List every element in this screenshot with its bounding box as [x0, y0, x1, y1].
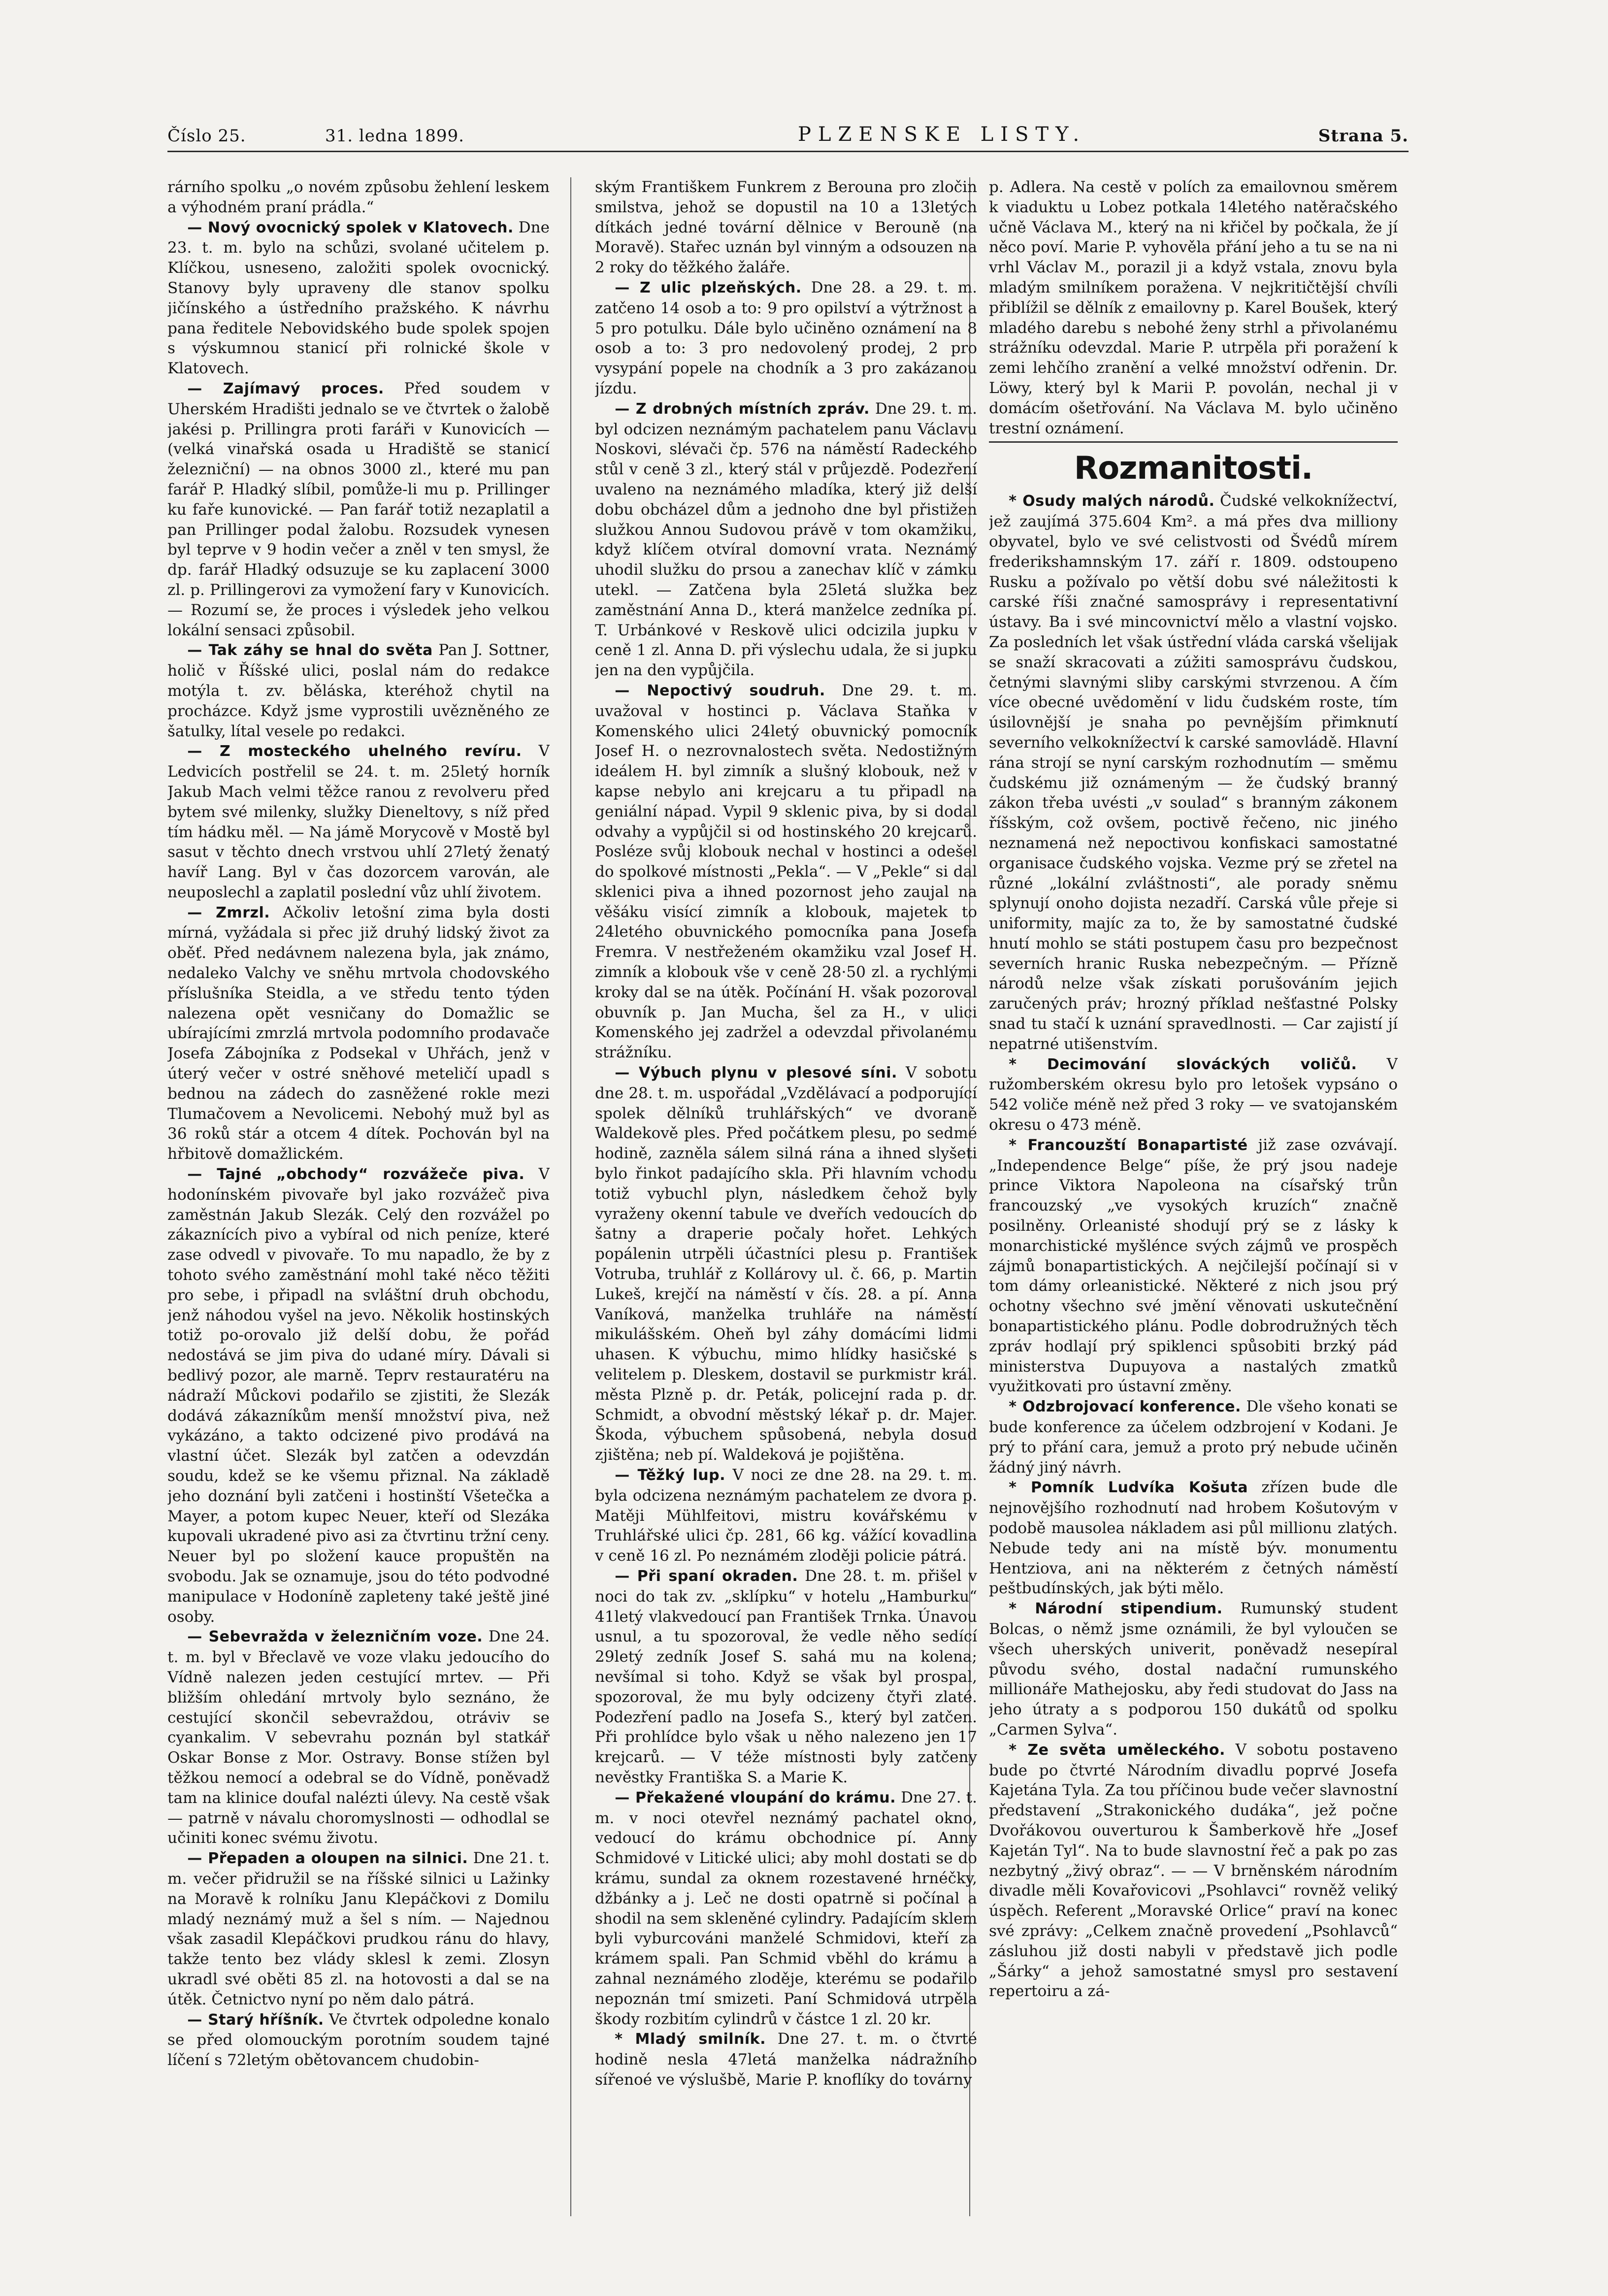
article-paragraph	[989, 1740, 1398, 2001]
article-paragraph	[167, 741, 550, 902]
article-paragraph	[595, 278, 977, 399]
page-number: Strana 5.	[1318, 126, 1409, 146]
article-heading: — Z drobných místních zpráv.	[615, 400, 870, 418]
article-text: V ružomberském okresu bylo pro letošek vypsáno o 542 voliče méně než před 3 roky — ve svatojanském okresu o 473 méně.	[989, 1055, 1398, 1134]
article-heading: — Výbuch plynu v plesové síni.	[615, 1064, 897, 1082]
article-heading: — Tak záhy se hnal do světa	[187, 642, 433, 659]
article-text: ským Františkem Funkrem z Berouna pro zločin smilstva, jehož se dopustil na 10 a 13letých dítkách jedné tovární dělnice v Berouně (na Moravě). Stařec uznán byl vinným a odsouzen na 2 roky do těžkého žaláře.	[595, 178, 977, 277]
section-title: Rozmanitosti.	[1074, 450, 1313, 487]
article-heading: — Nový ovocnický spolek v Klatovech.	[187, 219, 514, 236]
article-paragraph	[595, 1063, 977, 1465]
article-paragraph	[595, 1465, 977, 1566]
section-separator	[989, 441, 1398, 443]
article-heading: * Odzbrojovací konference.	[1009, 1398, 1241, 1416]
article-text: Rumunský student Bolcas, o němž jsme oznámili, že byl vyloučen se všech uherských univerit, poněvadž nesepíral původu svého, dostal nadační rumunského millionáře Mathejosku, aby ředi studovat do Jass na jeho útraty a s podporou 150 dukátů od spolku „Carmen Sylva“.	[989, 1600, 1398, 1738]
article-heading: * Decimování slováckých voličů.	[1009, 1055, 1357, 1073]
article-paragraph	[167, 903, 550, 1164]
article-heading: * Národní stipendium.	[1009, 1600, 1223, 1618]
article-text: V sobotu dne 28. t. m. uspořádal „Vzdělávací a podporující spolek dělníků truhlářských“ ve dvoraně Waldekově ples. Před počátkem plesu, po sedmé hodině, zazněla sálem silná rána a ihned slyšeti bylo řinkot padajícího skla. Při hlavním vchodu totiž vybuchl plyn, následkem čehož byly vyraženy okenní tabule ve dveřích vedoucích do šatny a draperie počaly hořet. Lehkých popálenin utrpěli účastníci plesu p. František Votruba, truhlář z Kollárovy ul. č. 66, p. Martin Lukeš, krejčí na náměstí v čís. 28. a pí. Anna Vaníková, manželka truhláře na náměstí mikulášském. Oheň byl záhy domácími lidmi uhasen. K výbuchu, mimo hlídky hasičské s velitelem p. Dleskem, dostavil se purkmistr král. města Plzně p. dr. Peták, policejní rada p. dr. Schmidt, a obvodní městský lékař p. dr. Majer. Škoda, výbuchem spůsobená, nebyla dosud zjištěna; neb pí. Waldeková je pojištěna.	[595, 1064, 977, 1464]
article-text: V sobotu postaveno bude po čtvrté Národním divadlu poprvé Josefa Kajetána Tyla. Za tou příčinou bude večer slavnostní představení „Strakonického dudáka“, jež počne Dvořákovou ouverturou k Šamberkově hře „Josef Kajetán Tyl“. Na to bude slavnostní řeč a pak po zas nezbytný „živý obraz“. — — V brněnském národním divadle měli Kovařovicovi „Psohlavci“ rovněž veliký úspěch. Referent „Moravské Orlice“ praví na konec své zprávy: „Celkem značně provedení „Psohlavců“ zásluhou již dosti nabyli v představě jich podle „Šárky“ a jehož samostatné smysl pro sestavení repertoiru a zá-	[989, 1740, 1398, 2001]
article-text: Dne 27. t. m. o čtvrté hodině nesla 47letá manželka nádražního sířenoé ve výslušbě, Marie P. knoflíky do továrny	[595, 2030, 977, 2089]
article-text: V noci ze dne 28. na 29. t. m. byla odcizena neznámým pachatelem ze dvora p. Matěji Mühlfeitovi, mistru kovářskému v Truhlářské ulici čp. 281, 66 kg. vážící kovadlina v ceně 16 zl. Po neznámém zloději policie pátrá.	[595, 1466, 977, 1565]
article-text: Dne 28. a 29. t. m. zatčeno 14 osob a to: 9 pro opilství a výtržnost a 5 pro potulku. Dále bylo učiněno oznámení na 8 osob a to: 3 pro nedovolený prodej, 2 pro vysypání popele na chodník a 3 pro zakázanou jízdu.	[595, 278, 977, 397]
article-text: Před soudem v Uherském Hradišti jednalo se ve čtvrtek o žalobě jakési p. Prillingra proti faráři v Kunovicích — (velká vinařská osada u Hradiště se stanicí železniční) — na obnos 3000 zl., které mu pan farář P. Hladký slíbil, pomůže-li mu p. Prillinger ku faře kunovické. — Pan farář totiž nezaplatil a pan Prillinger podal žalobu. Rozsudek vynesen byl teprve v 9 hodin večer a zněl v ten smysl, že dp. farář Hladký odsuzuje se ku zaplacení 3000 zl. p. Prillingerovi za vymožení fary v Kunovicích. — Rozumí se, že proces i výsledek jeho velkou lokální sensaci způsobil.	[167, 379, 550, 639]
article-text: zřízen bude dle nejnovějšího rozhodnutí nad hrobem Košutovým v podobě mausolea nákladem asi půl millionu zlatých. Nebude tedy ani na místě býv. monumentu Hentziova, ani na některém z četných náměstí peštbudínských, jak býti mělo.	[989, 1478, 1398, 1598]
article-paragraph	[595, 2029, 977, 2090]
article-paragraph	[989, 177, 1398, 438]
article-text: V Ledvicích postřelil se 24. t. m. 25letý horník Jakub Mach velmi těžce ranou z revolveru před bytem své milenky, služky Dieneltovy, s níž před tím hádku měl. — Na jámě Morycově v Mostě byl sasut v těchto dnech vrstvou uhlí 27letý ženatý havíř Lang. Byl v čas dozorcem varován, ale neuposlechl a zaplatil poslední vůz uhlí životem.	[167, 742, 550, 901]
article-text: Dne 29. t. m. uvažoval v hostinci p. Václava Staňka v Komenského ulici 24letý obuvnický pomocník Josef H. o nezrovnalostech světa. Nedostižným ideálem H. byl zimník a slušný klobouk, než v kapse nebylo ani krejcaru a tu připadl na geniální nápad. Vypil 9 sklenic piva, by si dodal odvahy a vypůjčil si od hostinského 20 krejcarů. Posléze svůj klobouk nechal v hostinci a odešel do spolkové místnosti „Pekla“. — V „Pekle“ si dal sklenici piva a ihned pozornost jeho zaujal na věšáku visící zimník a klobouk, majetek to 24letého obuvnického pomocníka pana Josefa Fremra. V nestřeženém okamžiku vzal Josef H. zimník a klobouk vše v ceně 28·50 zl. a rychlými kroky dal se na útěk. Počínání H. však pozoroval obuvník p. Jan Mucha, šel za H., v ulici Komenského jej zadržel a odevzdal přivolanému strážníku.	[595, 681, 977, 1062]
article-heading: — Při spaní okraden.	[615, 1567, 798, 1585]
article-paragraph	[989, 1397, 1398, 1477]
article-paragraph	[167, 177, 550, 218]
column-3	[989, 177, 1398, 2226]
article-text: V hodonínském pivovaře byl jako rozvážeč piva zaměstnán Jakub Slezák. Celý den rozvážel po zákaznících pivo a vybíral od nich peníze, které zase odvedl v pivovaře. To mu napadlo, že by z tohoto svého zaměstnání mohl také něco těžiti pro sebe, i připadl na svláštní druh obchodu, jenž náhodou vyšel na jevo. Několik hostinských totiž po-orovalo již delší dobu, že pořád nedostává se jim piva do udané míry. Dávali si bedlivý pozor, ale marně. Teprv restauratéru na nádraží Můckovi podařilo se zjistiti, že Slezák dodává zákazníkům menší množství piva, než vykázáno, a takto odcizené pivo prodává na vlastní účet. Slezák byl zatčen a odevzdán soudu, kdež se ke všemu přiznal. Na základě jeho doznání byli zatčeni i hostinští Všetečka a Mayer, a potom kupec Neuer, kteří od Slezáka kupovali ukradené pivo asi za čtvrtinu tržní ceny. Neuer byl po složení kauce propuštěn na svobodu. Jak se oznamuje, jsou do této podvodné manipulace v Hodoníně zapleteny také ještě jiné osoby.	[167, 1165, 550, 1626]
issue-date: 31. ledna 1899.	[325, 126, 464, 146]
issue-number: Číslo 25.	[167, 126, 246, 146]
article-paragraph	[167, 640, 550, 741]
article-paragraph	[989, 491, 1398, 1054]
article-heading: — Z mosteckého uhelného revíru.	[187, 743, 522, 760]
article-paragraph	[595, 399, 977, 681]
article-paragraph	[595, 1566, 977, 1788]
article-text: Dle všeho konati se bude konference za účelem odzbrojení v Kodani. Je prý to přání cara, jemuž a proto prý nebude učiněn žádný jiný návrh.	[989, 1398, 1398, 1476]
article-heading: — Z ulic plzeňských.	[615, 279, 802, 296]
article-heading: * Mladý smilník.	[615, 2031, 766, 2048]
article-heading: — Tajné „obchody“ rozvážeče piva.	[187, 1166, 525, 1183]
article-paragraph	[167, 1627, 550, 1848]
article-paragraph	[167, 218, 550, 379]
article-text: Ačkoliv letošní zima byla dosti mírná, vyžádala si přec již druhý lidský život za oběť. Před nedávnem nalezena byla, jak známo, nedaleko Valchy ve sněhu mrtvola chodovského příslušníka Steidla, a ve středu tento týden nalezena opět vesničany do Domažlic se ubírajícími zmrzlá mrtvola podomního prodavače Josefa Zábojníka z Podsekal v Uhřách, jenž v úterý večer v ostré sněhové meteličí upadl s bednou na zádech do zasněžené rokle mezi Tlumačovem a Nevolicemi. Nebohý muž byl as 36 roků stár a otcem 4 dítek. Pochován byl na hřbitově domažlickém.	[167, 903, 550, 1163]
column-divider	[570, 177, 571, 2216]
article-text: již zase ozvávají. „Independence Belge“ píše, že prý jsou nadeje prince Viktora Napoleona na císařský trůn francouzský „ve vysokých kruzích“ značně posilněny. Orleanisté shodují prý se z lásky k monarchistické myšlénce svých zájmů ve prospěch zájmů bonapartistických. A nejčilejší počínají si v tom dámy orleanistické. Některé z nich jsou prý ochotny všechno své jmění věnovati uskutečnění bonapartistického plánu. Podle dobrodružných těch zpráv hodlají prý spiklenci spůsobiti brzký pád ministerstva Dupuyova a nastalých zmatků využitkovati pro ústavní změny.	[989, 1136, 1398, 1396]
article-text: p. Adlera. Na cestě v polích za emailovnou směrem k viaduktu u Lobez potkala 14letého natěračského učně Václava M., který na ni křičel by počkala, že jí něco poví. Marie P. vyhověla přání jeho a tu se na ni vrhl Václav M., porazil ji a když vstala, znovu byla mladým smilníkem poražena. V nejkritičtější chvíli přiblížil se dělník z emailovny p. Karel Boušek, který mladého darebu s nebohé ženy strhl a přivolanému strážníku odevzdal. Marie P. utrpěla při poražení k zemi lehčího zranění a velké množství odřenin. Dr. Löwy, který byl k Marii P. povolán, nechal ji v domácím ošetřování. Na Václava M. bylo učiněno trestní oznámení.	[989, 178, 1398, 437]
article-heading: — Přepaden a oloupen na silnici.	[187, 1850, 468, 1868]
article-paragraph	[989, 1054, 1398, 1135]
article-paragraph	[989, 1599, 1398, 1740]
article-paragraph	[595, 177, 977, 278]
article-text: Čudské velkoknížectví, jež zaujímá 375.604 Km². a má přes dva milliony obyvatel, bylo ve své celistvosti od Švédů mírem frederikshamnským 17. září r. 1809. odstoupeno Rusku a požívalo po větší dobu své náležitosti k carské říši značné samosprávy i representativní ústavy. Ba i své mincovnictví mělo a vlastní vojsko. Za posledních let však ústřední vláda carská všelijak se snaží skracovati a zúžiti samosprávu čudskou, četnými slavnými sliby carskými stvrzenou. A čím více obecné uvědomění v lidu čudském roste, tím úsilovnější je snaha po pevnějším přimknutí severního velkoknížectví k carské samovládě. Hlavní rána strojí se nyní carským rozhodnutím — směmu čudskému již oznámeným — že čudský branný zákon třeba uvésti „v soulad“ s branným zákonem říšským, což ovšem, poctivě řečeno, nic jiného neznamená než nepoctivou konfiskaci samostatné organisace čudského vojska. Vezme prý se zřetel na různé „lokální zvláštnosti“, ale porady sněmu splynují onoho dojista nezadří. Carská vůle přeje si uniformity, majíc za to, že by samostatné čudské hnutí mohlo se státi postupem času pro bezpečnost severních hranic Ruska nebezpečným. — Přízně národů nelze však získati porušováním jejich zaručených práv; hrozný příklad nešťastné Polsky snad tu stačí k uznání spravedlnosti. — Car zajistí jí nepatrné utišenstvím.	[989, 492, 1398, 1053]
article-paragraph	[167, 1848, 550, 2009]
article-text: Pan J. Sottner, holič v Říšské ulici, poslal nám do redakce motýla t. zv. běláska, kteréhož chytil na procházce. Když jsme vyprostili uvězněného ze šatulky, lítal vesele po redakci.	[167, 641, 550, 740]
column-2	[595, 177, 977, 2226]
article-heading: — Nepoctivý soudruh.	[615, 682, 825, 699]
article-text: Dne 21. t. m. večer přidružil se na říšské silnici u Lažinky na Moravě k rolníku Janu Klepáčkovi z Domilu mladý neznámý muž a šel s ním. — Najednou však zasadil Klepáčkovi prudkou ránu do hlavy, takže tento bez vlády sklesl k zemi. Zlosyn ukradl své oběti 85 zl. na hotovosti a dal se na útěk. Četnictvo nyní po něm dalo pátrá.	[167, 1849, 550, 2008]
article-text: Dne 23. t. m. bylo na schůzi, svolané učitelem p. Klíčkou, usneseno, založiti spolek ovocnický. Stanovy byly upraveny dle stanov spolku jičínského a ústředního pražského. K návrhu pana ředitele Nebovidského bude spolek spojen s výskumnou stanicí při rolnické škole v Klatovech.	[167, 218, 550, 378]
article-paragraph	[167, 2010, 550, 2070]
article-text: Dne 29. t. m. byl odcizen neznámým pachatelem panu Václavu Noskovi, slévači čp. 576 na náměstí Radeckého stůl v ceně 3 zl., který stál v průjezdě. Podezření uvaleno na neznámého mladíka, který již delší dobu obcházel dům a jednoho dne byl přistižen služkou Annou Sudovou právě v tom okamžiku, když klíčem otvíral domovní vrata. Neznámý uhodil služku do prsou a zanechav klíč v zámku utekl. — Zatčena byla 25letá služka bez zaměstnání Anna D., která manželce zedníka pí. T. Urbánkové v Reskově ulici odcizila jupku v ceně 1 zl. Anna D. při výslechu udala, že si jupku jen na den vypůjčila.	[595, 399, 977, 680]
column-1	[167, 177, 550, 2226]
article-text: Dne 24. t. m. byl v Břeclavě ve voze vlaku jedoucího do Vídně nalezen jeden cestující mrtev. — Při bližším ohledání mrtvoly bylo seznáno, že cestující skončil sebevraždou, otráviv se cyankalim. V sebevrahu poznán byl statkář Oskar Bonse z Mor. Ostravy. Bonse stížen byl těžkou nemocí a odebral se do Vídně, poněvadž tam na klinice doufal nalézti úlevy. Na cestě však — patrně v návalu choromyslnosti — odhodlal se učiniti konec svému životu.	[167, 1628, 550, 1847]
article-heading: — Starý hříšník.	[187, 2011, 324, 2029]
article-heading: — Zmrzl.	[187, 904, 270, 921]
article-heading: * Osudy malých národů.	[1009, 492, 1215, 510]
article-text: rárního spolku „o novém způsobu žehlení leskem a výhodném praní prádla.“	[167, 178, 550, 216]
article-heading: * Francouzští Bonapartisté	[1009, 1136, 1248, 1154]
article-paragraph	[989, 1135, 1398, 1397]
article-heading: — Překažené vloupání do krámu.	[615, 1789, 896, 1806]
article-paragraph	[167, 379, 550, 640]
article-heading: — Sebevražda v železničním voze.	[187, 1628, 483, 1646]
article-text: Ve čtvrtek odpoledne konalo se před olomouckým porotním soudem tajné líčení s 72letým obětovancem chudobin-	[167, 2010, 550, 2069]
article-paragraph	[595, 1788, 977, 2030]
newspaper-title: PLZENSKE LISTY.	[798, 123, 1086, 146]
article-paragraph	[989, 1477, 1398, 1599]
article-heading: — Těžký lup.	[615, 1467, 725, 1484]
header-rule	[167, 151, 1409, 152]
article-text: Dne 28. t. m. přišel v noci do tak zv. „sklípku“ v hotelu „Hamburku“ 41letý vlakvedoucí pan František Trnka. Únavou usnul, a tu spozoroval, že vedle něho sedící 29letý zedník Josef S. sahá mu na kolena; nevšímal si toho. Když se však byl prospal, spozoroval, že mu byly odcizeny čtyři zlaté. Podezření padlo na Josefa S., který byl zatčen. Při prohlídce bylo však u něho nalezeno jen 17 krejcarů. — V téže místnosti byly zatčeny nevěstky Františka S. a Marie K.	[595, 1567, 977, 1786]
article-paragraph	[595, 681, 977, 1063]
article-heading: — Zajímavý proces.	[187, 380, 384, 397]
article-paragraph	[167, 1164, 550, 1627]
article-heading: * Pomník Ludvíka Košuta	[1009, 1479, 1248, 1497]
article-text: Dne 27. t. m. v noci otevřel neznámý pachatel okno, vedoucí do krámu obchodnice pí. Anny Schmidové v Litické ulici; aby mohl dostati se do krámu, sundal za oknem rozestavené hrnéčky, džbánky a j. Leč ne dosti opatrně si počínal a shodil na sem skleněné cylindry. Padajícím sklem byli vyburcováni manželé Schmidovi, kteří za krámem spali. Pan Schmid vběhl do krámu a zahnal neznámého zloděje, kterému se podařilo nepoznán tmí smizeti. Paní Schmidová utrpěla škody rozbitím cylindrů v částce 1 zl. 20 kr.	[595, 1788, 977, 2028]
article-heading: * Ze světa uměleckého.	[1009, 1741, 1225, 1759]
page-header	[167, 119, 1409, 149]
